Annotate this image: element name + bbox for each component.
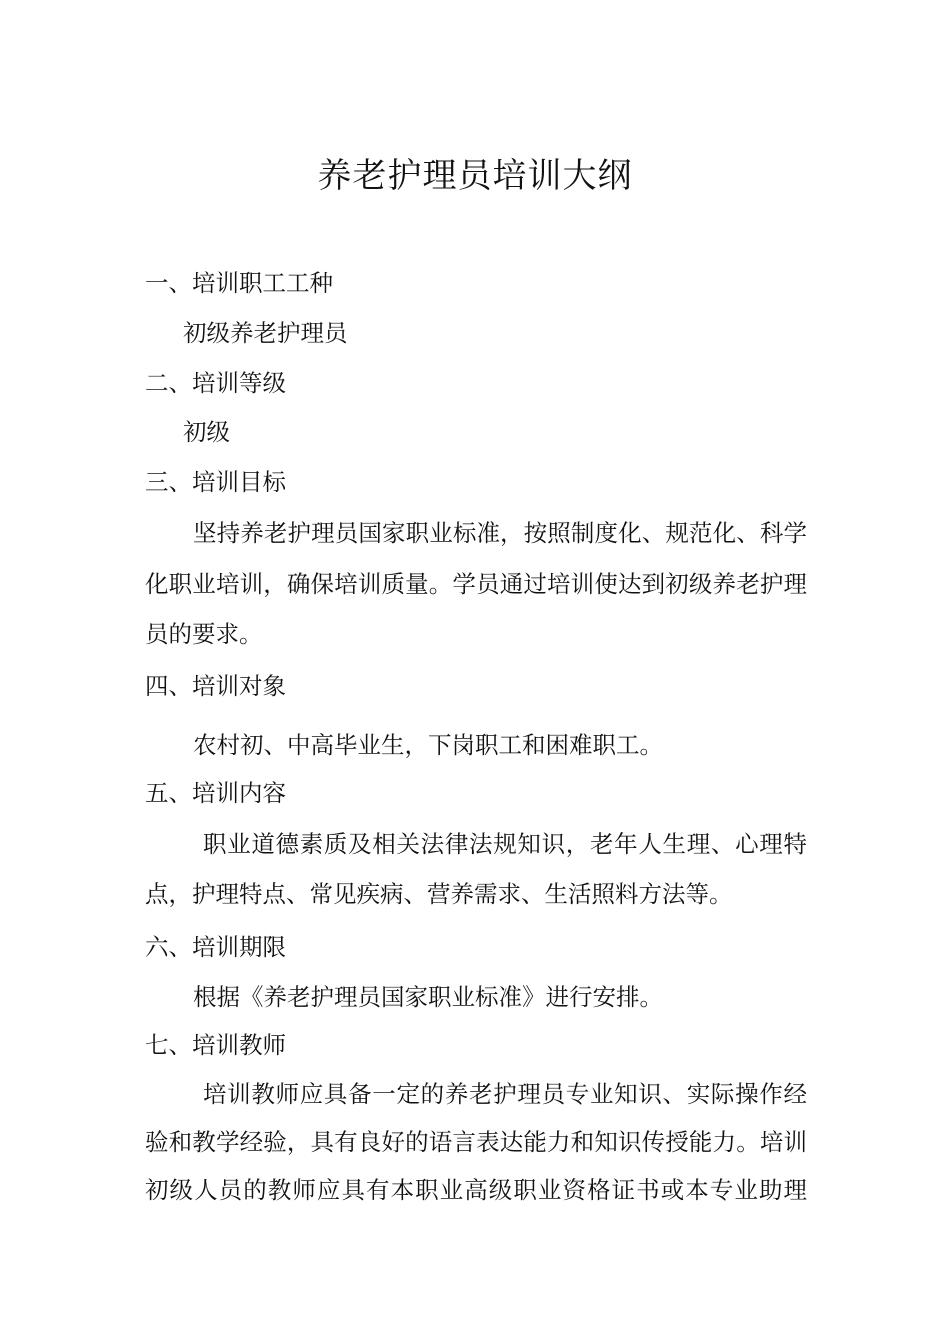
section-paragraph-line: 培训教师应具备一定的养老护理员专业知识、实际操作经 [203,1080,807,1108]
section-heading-6: 六、培训期限 [145,933,286,961]
section-paragraph-line: 验和教学经验，具有良好的语言表达能力和知识传授能力。培训 [145,1128,807,1156]
section-heading-3: 三、培训目标 [145,468,286,496]
section-paragraph-line: 坚持养老护理员国家职业标准，按照制度化、规范化、科学 [193,519,807,547]
section-paragraph-line: 点，护理特点、常见疾病、营养需求、生活照料方法等。 [145,880,733,908]
section-heading-4: 四、培训对象 [145,672,286,700]
section-heading-2: 二、培训等级 [145,369,286,397]
section-paragraph-line: 员的要求。 [145,620,263,648]
section-paragraph-line: 化职业培训，确保培训质量。学员通过培训使达到初级养老护理 [145,570,807,598]
section-content-6: 根据《养老护理员国家职业标准》进行安排。 [193,983,663,1011]
section-paragraph-line: 职业道德素质及相关法律法规知识，老年人生理、心理特 [203,830,807,858]
section-heading-1: 一、培训职工工种 [145,269,333,297]
section-heading-5: 五、培训内容 [145,779,286,807]
document-title: 养老护理员培训大纲 [317,156,633,196]
section-content-2: 初级 [183,418,230,446]
section-paragraph-line: 初级人员的教师应具有本职业高级职业资格证书或本专业助理 [145,1176,807,1204]
section-content-1: 初级养老护理员 [183,319,348,347]
section-heading-7: 七、培训教师 [145,1031,286,1059]
section-content-4: 农村初、中高毕业生，下岗职工和困难职工。 [193,731,663,759]
